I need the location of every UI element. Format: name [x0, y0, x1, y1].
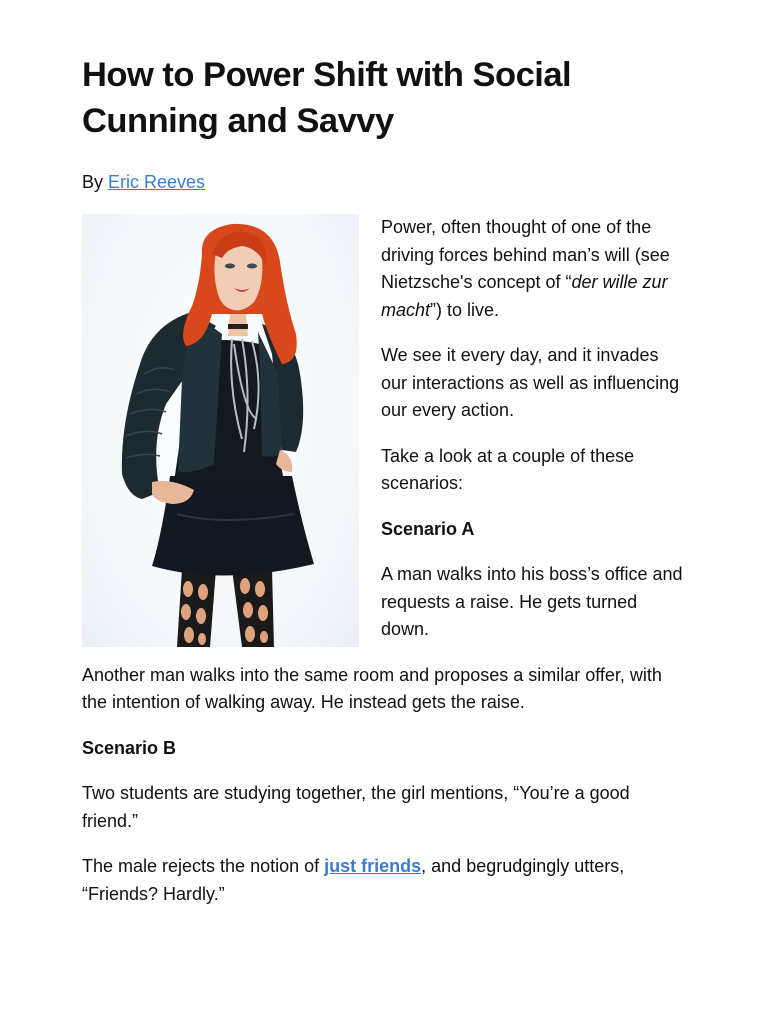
- byline-prefix: By: [82, 172, 109, 192]
- scenario-b-paragraph-2: [82, 853, 686, 908]
- scenario-b-text-after: , and begrudgingly utters, “Friends? Hardly.”: [82, 856, 625, 904]
- just-friends-link[interactable]: just friends: [324, 856, 422, 876]
- author-link[interactable]: Eric Reeves: [108, 172, 206, 192]
- intro-italic-term: der wille zur macht: [381, 272, 668, 320]
- intro-text-before: Power, often thought of one of the driving forces behind man’s will (see Nietzsche's concept of “: [381, 217, 670, 292]
- article-image: [82, 214, 359, 647]
- woman-in-leather-jacket-illustration: [82, 214, 359, 647]
- byline: [82, 170, 686, 194]
- paragraph-3: Take a look at a couple of these scenarios:: [381, 445, 635, 493]
- scenario-b-text-before: The male rejects the notion of: [82, 856, 325, 876]
- scenario-b-heading: Scenario B: [82, 737, 177, 758]
- article-title: How to Power Shift with Social Cunning and Savvy: [82, 56, 572, 140]
- scenario-a-paragraph-1: A man walks into his boss’s office and requests a raise. He gets turned down.: [381, 564, 683, 639]
- scenario-a-heading: Scenario A: [381, 518, 475, 539]
- legs: [177, 569, 274, 647]
- paragraph-2: We see it every day, and it invades our interactions as well as influencing our every action.: [381, 345, 680, 420]
- intro-text-after: ”) to live.: [430, 299, 500, 320]
- article: [82, 0, 686, 908]
- scenario-b-paragraph-1: Two students are studying together, the girl mentions, “You’re a good friend.”: [82, 783, 630, 831]
- article-body: [82, 214, 686, 908]
- scenario-a-paragraph-2: Another man walks into the same room and proposes a similar offer, with the intention of walking away. He instead gets the raise.: [82, 664, 662, 712]
